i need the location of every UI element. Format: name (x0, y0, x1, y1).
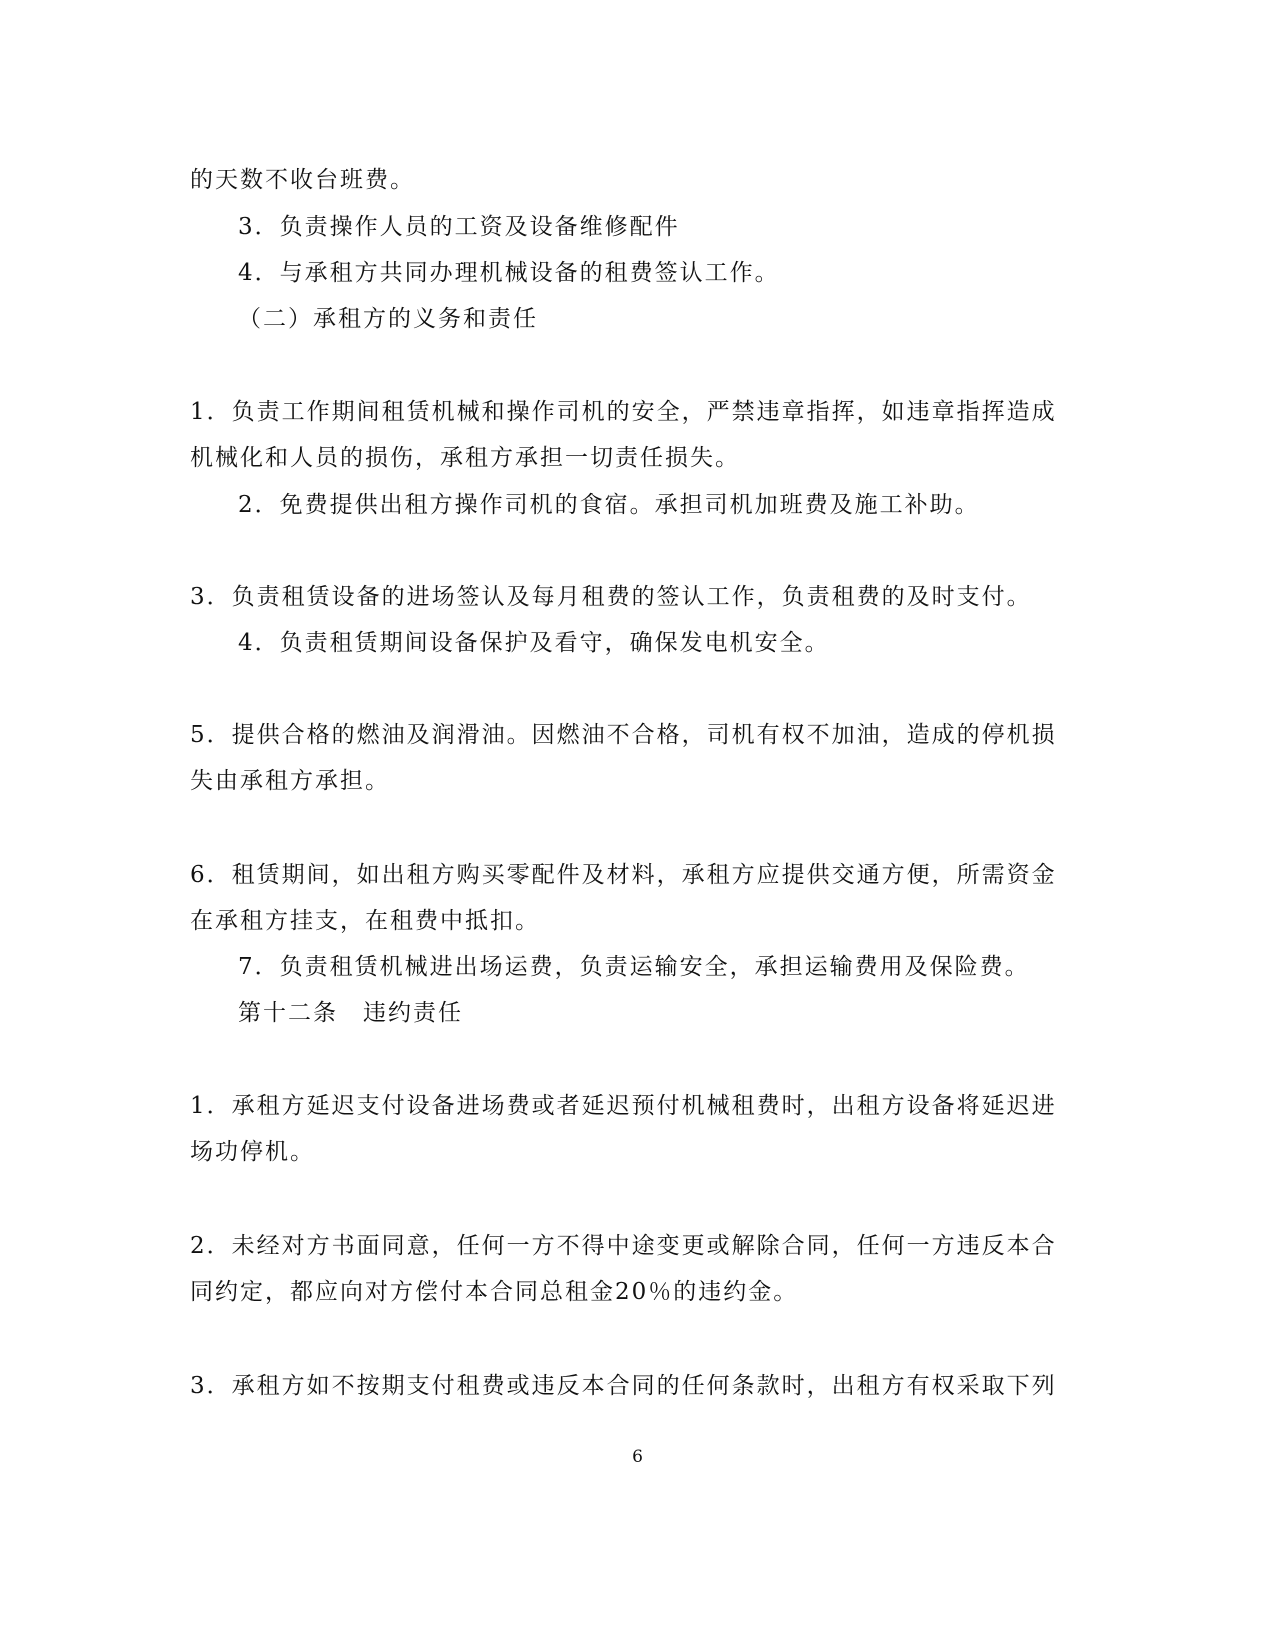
list-item: 3．负责操作人员的工资及设备维修配件 (238, 214, 680, 240)
text-line: 同约定，都应向对方偿付本合同总租金20％的违约金。 (190, 1279, 799, 1305)
section-heading: （二）承租方的义务和责任 (238, 306, 538, 332)
list-item: 1．负责工作期间租赁机械和操作司机的安全，严禁违章指挥，如违章指挥造成 (190, 399, 1057, 425)
list-item: 3．承租方如不按期支付租费或违反本合同的任何条款时，出租方有权采取下列 (190, 1373, 1057, 1399)
list-item: 6．租赁期间，如出租方购买零配件及材料，承租方应提供交通方便，所需资金 (190, 862, 1057, 888)
list-item: 5．提供合格的燃油及润滑油。因燃油不合格，司机有权不加油，造成的停机损 (190, 722, 1057, 748)
text-line: 机械化和人员的损伤，承租方承担一切责任损失。 (190, 445, 740, 471)
list-item: 4．负责租赁期间设备保护及看守，确保发电机安全。 (238, 630, 830, 656)
list-item: 2．未经对方书面同意，任何一方不得中途变更或解除合同，任何一方违反本合 (190, 1233, 1057, 1259)
list-item: 3．负责租赁设备的进场签认及每月租费的签认工作，负责租费的及时支付。 (190, 584, 1032, 610)
text-line: 失由承租方承担。 (190, 768, 390, 794)
page-number: 6 (632, 1447, 643, 1467)
text-line: 的天数不收台班费。 (190, 167, 415, 193)
list-item: 4．与承租方共同办理机械设备的租费签认工作。 (238, 260, 780, 286)
text-line: 在承租方挂支，在租费中抵扣。 (190, 908, 540, 934)
text-line: 场功停机。 (190, 1139, 315, 1165)
article-heading: 第十二条 违约责任 (238, 1000, 463, 1026)
list-item: 7．负责租赁机械进出场运费，负责运输安全，承担运输费用及保险费。 (238, 954, 1030, 980)
list-item: 1．承租方延迟支付设备进场费或者延迟预付机械租费时，出租方设备将延迟进 (190, 1093, 1057, 1119)
list-item: 2．免费提供出租方操作司机的食宿。承担司机加班费及施工补助。 (238, 492, 980, 518)
